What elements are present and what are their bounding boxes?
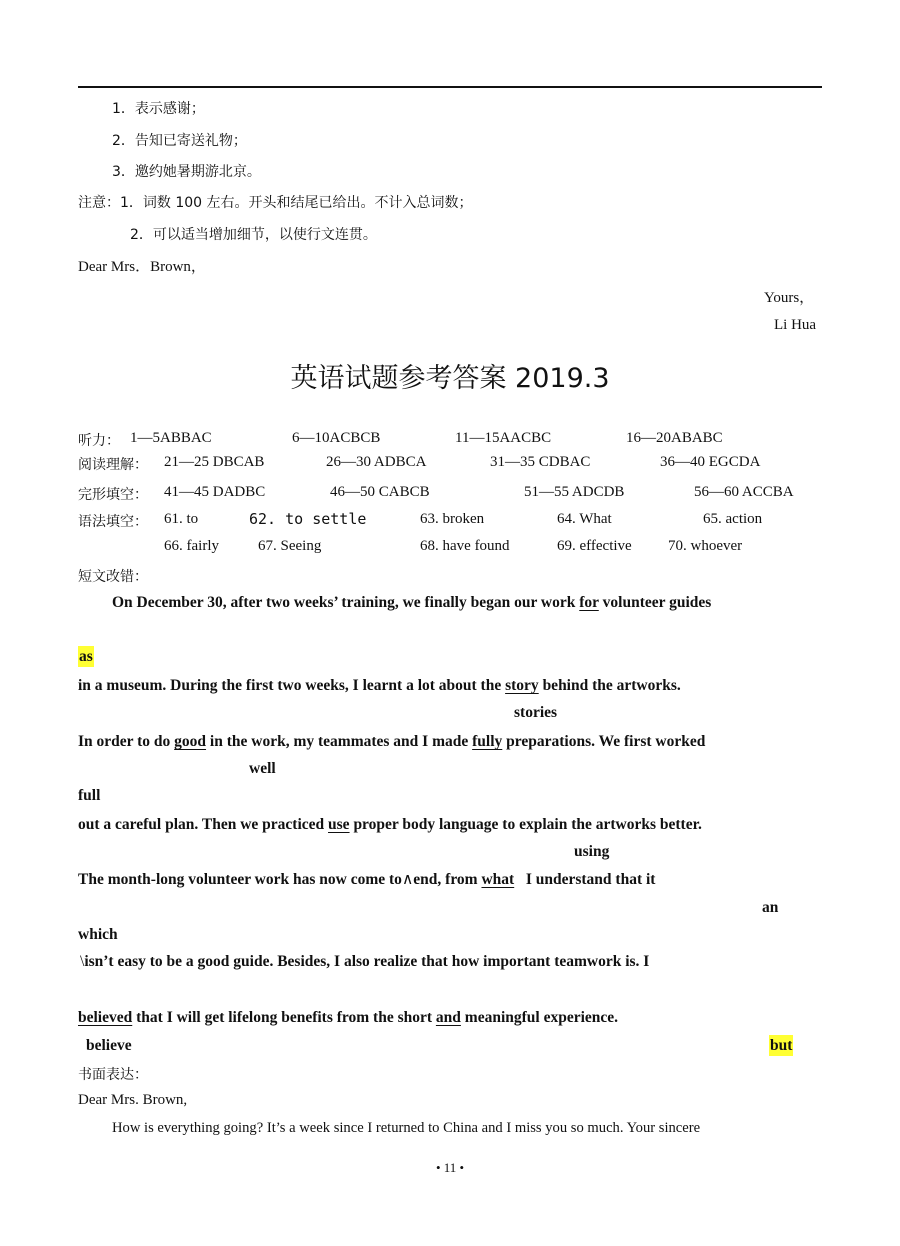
grammar-answer: 70. whoever xyxy=(668,538,743,554)
listening-group: 1—5ABBAC xyxy=(130,430,212,446)
writing-salutation: Dear Mrs. Brown, xyxy=(78,1092,188,1108)
correction-fix xyxy=(78,648,94,666)
task-point-1: 1．表示感谢； xyxy=(112,101,205,117)
correction-line-3: In order to do good in the work, my teammates and I made fully preparations. We first worked xyxy=(78,733,706,750)
task-point-2: 2．告知已寄送礼物； xyxy=(112,133,247,149)
cloze-group: 51—55 ADCDB xyxy=(524,484,625,500)
delete-mark: \ xyxy=(80,953,85,970)
reading-group: 26—30 ADBCA xyxy=(326,454,427,470)
grammar-answer: 69. effective xyxy=(557,538,632,554)
writing-body: How is everything going? It’s a week since I returned to China and I miss you so much. Your sincere xyxy=(112,1120,701,1136)
cloze-group: 56—60 ACCBA xyxy=(694,484,794,500)
grammar-answer: 63. broken xyxy=(420,511,485,527)
correction-fix: full xyxy=(78,787,101,804)
correction-line-2: in a museum. During the first two weeks, I learnt a lot about the story behind the artworks. xyxy=(78,677,681,694)
highlight-fix: but xyxy=(770,1037,793,1054)
correction-label: 短文改错： xyxy=(78,569,148,585)
correction-fix: believe xyxy=(86,1037,132,1054)
listening-group: 6—10ACBCB xyxy=(292,430,381,446)
insert-caret-mark: ∧ xyxy=(401,871,414,888)
task-point-3: 3．邀约她暑期游北京。 xyxy=(112,164,261,180)
error-word: story xyxy=(505,677,539,694)
error-word: and xyxy=(435,1009,461,1026)
letter-closing: Yours， xyxy=(764,290,815,306)
error-word: good xyxy=(174,733,207,750)
correction-fix: which xyxy=(78,926,118,943)
correction-fix: an xyxy=(762,899,779,916)
reading-label: 阅读理解： xyxy=(78,457,148,473)
error-word: use xyxy=(328,816,350,833)
grammar-answer: 64. What xyxy=(557,511,612,527)
error-word: believed xyxy=(78,1009,133,1026)
reading-group: 31—35 CDBAC xyxy=(490,454,591,470)
error-word: what xyxy=(481,871,515,888)
task-note-2: 2．可以适当增加细节，以使行文连贯。 xyxy=(130,227,377,243)
task-note-1: 注意：1．词数 100 左右。开头和结尾已给出。不计入总词数； xyxy=(78,195,473,211)
correction-line-7: believed that I will get lifelong benefits from the short and meaningful experience. xyxy=(78,1009,619,1026)
correction-line-1: On December 30, after two weeks’ training, we finally began our work for volunteer guides xyxy=(112,594,712,611)
grammar-answer: 62. to settle xyxy=(249,510,367,528)
correction-fix: using xyxy=(574,843,610,860)
listening-group: 11—15AACBC xyxy=(455,430,552,446)
correction-fix: well xyxy=(249,760,276,777)
correction-fix: stories xyxy=(514,704,558,721)
page-number: • 11 • xyxy=(435,1160,465,1175)
correction-fix xyxy=(769,1037,793,1055)
highlight-fix: as xyxy=(79,648,93,665)
listening-group: 16—20ABABC xyxy=(626,430,723,446)
correction-line-4: out a careful plan. Then we practiced use proper body language to explain the artworks better. xyxy=(78,816,702,833)
reading-group: 36—40 EGCDA xyxy=(660,454,761,470)
reading-group: 21—25 DBCAB xyxy=(164,454,265,470)
writing-label: 书面表达： xyxy=(78,1067,148,1083)
letter-salutation: Dear Mrs．Brown， xyxy=(78,259,206,275)
grammar-answer: 67. Seeing xyxy=(258,538,322,554)
correction-line-5: The month-long volunteer work has now come to∧end, from what I understand that it xyxy=(78,871,656,888)
grammar-label: 语法填空： xyxy=(78,514,148,530)
cloze-label: 完形填空： xyxy=(78,487,148,503)
grammar-answer: 66. fairly xyxy=(164,538,219,554)
grammar-answer: 65. action xyxy=(703,511,763,527)
listening-label: 听力： xyxy=(78,433,120,449)
letter-signature: Li Hua xyxy=(774,317,817,333)
answer-key-title: 英语试题参考答案 2019.3 xyxy=(290,363,610,394)
correction-line-6: \isn’t easy to be a good guide. Besides, I also realize that how important teamwork is. I xyxy=(80,953,650,970)
top-rule xyxy=(78,86,822,88)
cloze-group: 46—50 CABCB xyxy=(330,484,430,500)
error-word: for xyxy=(579,594,599,611)
grammar-answer: 61. to xyxy=(164,511,199,527)
error-word: fully xyxy=(472,733,503,750)
grammar-answer: 68. have found xyxy=(420,538,510,554)
cloze-group: 41—45 DADBC xyxy=(164,484,266,500)
